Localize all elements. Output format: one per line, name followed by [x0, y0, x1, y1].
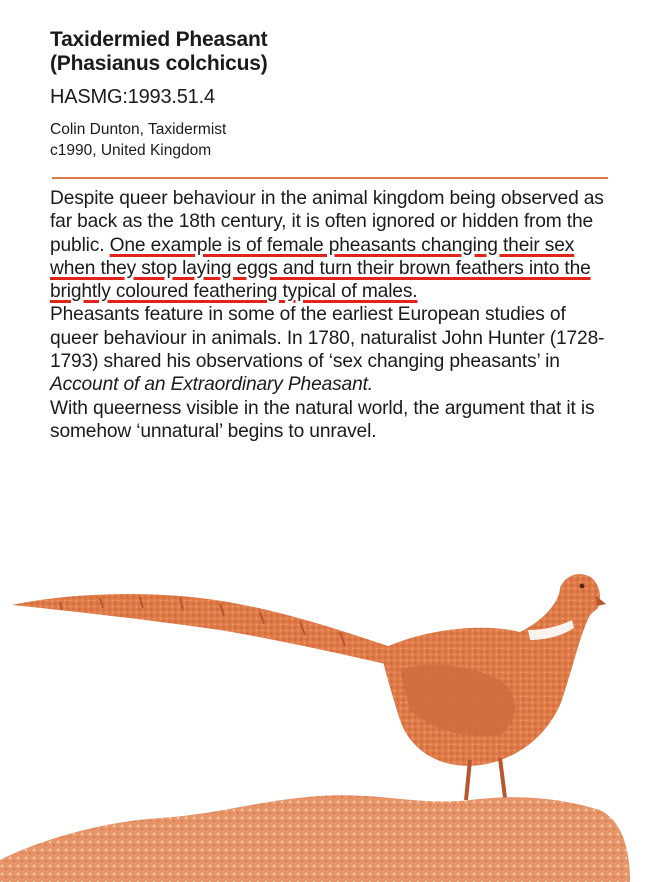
- paragraph-2-text: Pheasants feature in some of the earliest European studies of queer behaviour in animals. In 1780, naturalist John Hunter (1728-1793) shared his observations of ‘sex changing pheasants’ in: [50, 304, 605, 373]
- maker-info: [50, 119, 610, 161]
- accession-number: HASMG:1993.51.4: [50, 86, 215, 108]
- highlighted-text: One example is of female pheasants changing their sex when they stop laying eggs and turn their brown feathers into the brightly coloured feathering typical of males.: [50, 234, 591, 303]
- paragraph-2: [50, 303, 610, 396]
- date-origin: c1990, United Kingdom: [50, 142, 212, 159]
- pheasant-illustration: [0, 560, 650, 882]
- tail-shape: [12, 594, 420, 672]
- publication-title: Account of an Extraordinary Pheasant.: [50, 374, 373, 396]
- paragraph-1: [50, 187, 610, 303]
- object-title: [50, 28, 610, 76]
- common-name: Taxidermied Pheasant: [50, 28, 268, 51]
- paragraph-3: With queerness visible in the natural world, the argument that it is somehow ‘unnatural’ begins to unravel.: [50, 397, 595, 442]
- rock-base: [0, 795, 630, 882]
- eye: [580, 584, 585, 589]
- object-label: [50, 28, 610, 443]
- beak: [596, 596, 606, 606]
- maker-name: Colin Dunton, Taxidermist: [50, 121, 227, 138]
- description: [50, 187, 610, 443]
- paragraph-1-text: Despite queer behaviour in the animal kingdom being observed as far back as the 18th century, it is often ignored or hidden from the public.: [50, 188, 604, 256]
- divider: [52, 177, 608, 179]
- scientific-name: (Phasianus colchicus): [50, 52, 268, 75]
